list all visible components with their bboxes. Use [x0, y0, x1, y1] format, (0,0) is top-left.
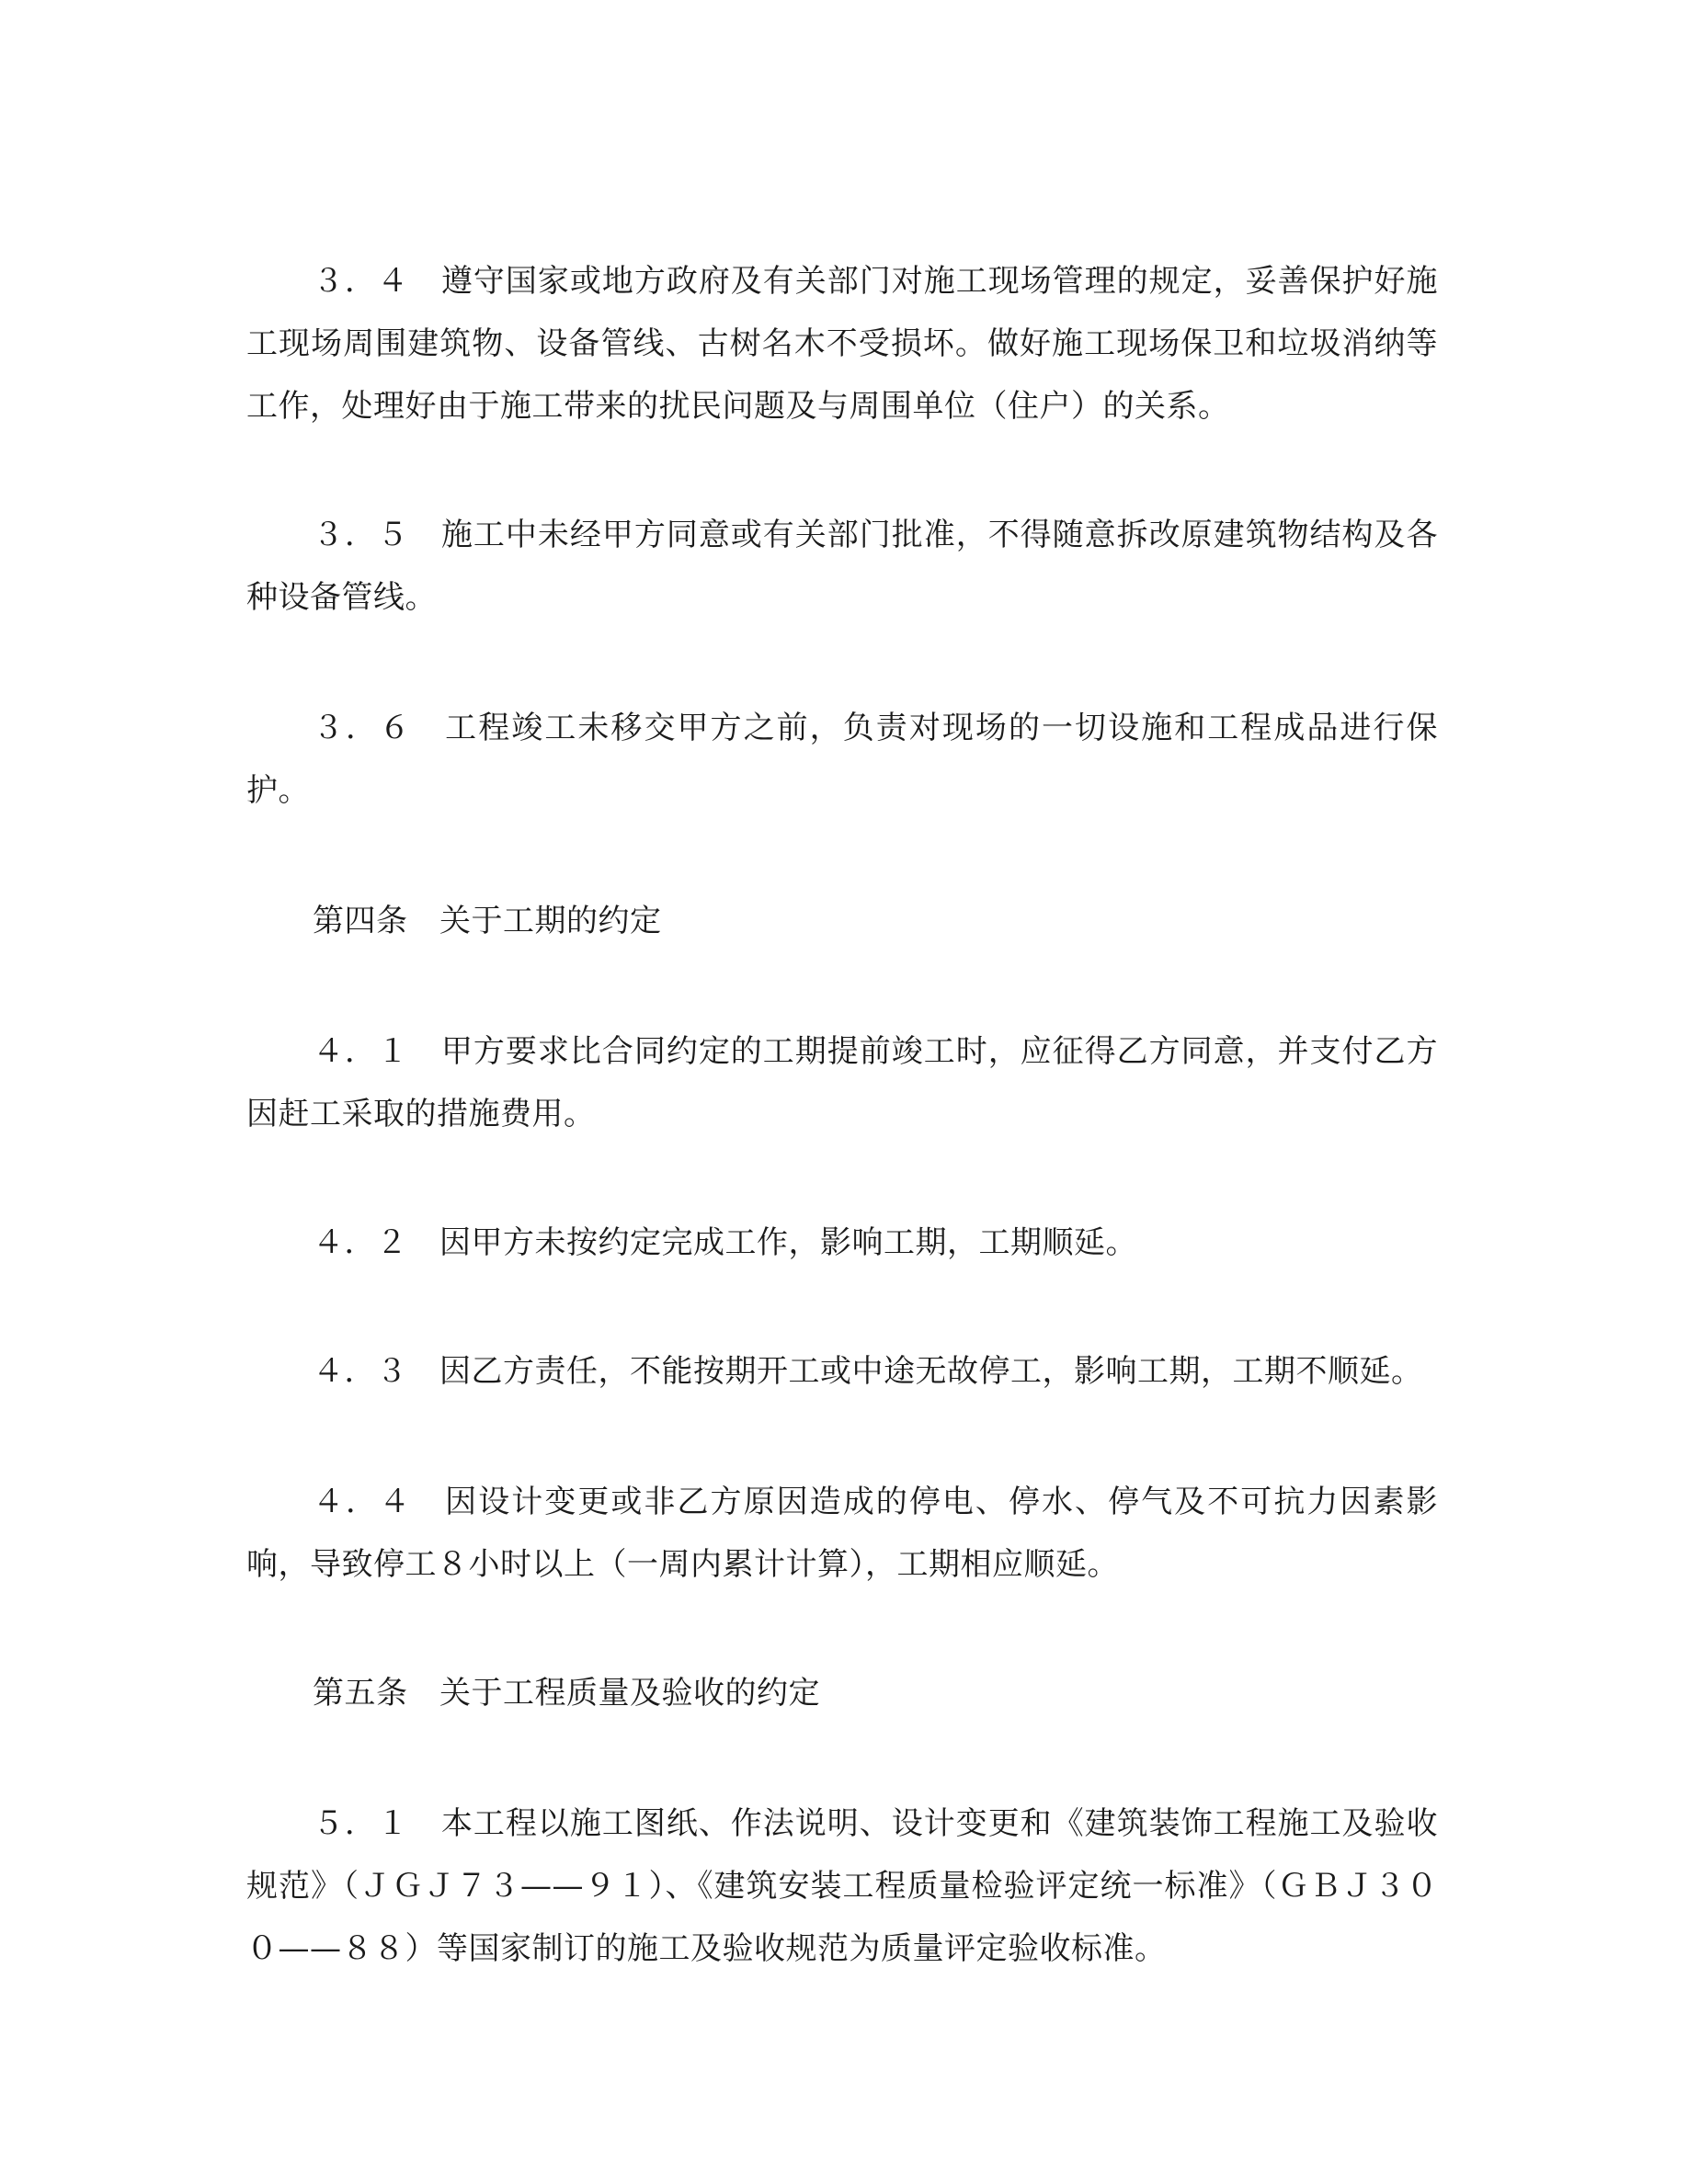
- paragraph-3-6: ３．６ 工程竣工未移交甲方之前，负责对现场的一切设施和工程成品进行保护。: [246, 710, 1438, 809]
- section-heading-5: 第五条 关于工程质量及验收的约定: [313, 1675, 820, 1712]
- paragraph-3-5: ３．５ 施工中未经甲方同意或有关部门批准，不得随意拆改原建筑物结构及各种设备管线。: [246, 517, 1438, 616]
- paragraph-5-1: ５．１ 本工程以施工图纸、作法说明、设计变更和《建筑装饰工程施工及验收规范》（ＪＧＪ７３——９１）、《建筑安装工程质量检验评定统一标准》（ＧＢＪ３００——８８）等国家制订的施工及验收规范为质量评定验收标准。: [246, 1805, 1438, 1967]
- paragraph-4-4: ４．４ 因设计变更或非乙方原因造成的停电、停水、停气及不可抗力因素影响，导致停工８小时以上（一周内累计计算），工期相应顺延。: [246, 1484, 1438, 1583]
- paragraph-4-2: ４．２ 因甲方未按约定完成工作，影响工期，工期顺延。: [313, 1224, 1137, 1261]
- paragraph-4-1: ４．１ 甲方要求比合同约定的工期提前竣工时，应征得乙方同意，并支付乙方因赶工采取的措施费用。: [246, 1033, 1438, 1132]
- paragraph-4-3: ４．３ 因乙方责任，不能按期开工或中途无故停工，影响工期，工期不顺延。: [313, 1353, 1423, 1390]
- paragraph-3-4: ３．４ 遵守国家或地方政府及有关部门对施工现场管理的规定，妥善保护好施工现场周围建筑物、设备管线、古树名木不受损坏。做好施工现场保卫和垃圾消纳等工作，处理好由于施工带来的扰民问题及与周围单位（住户）的关系。: [246, 263, 1438, 425]
- section-heading-4: 第四条 关于工期的约定: [313, 903, 662, 939]
